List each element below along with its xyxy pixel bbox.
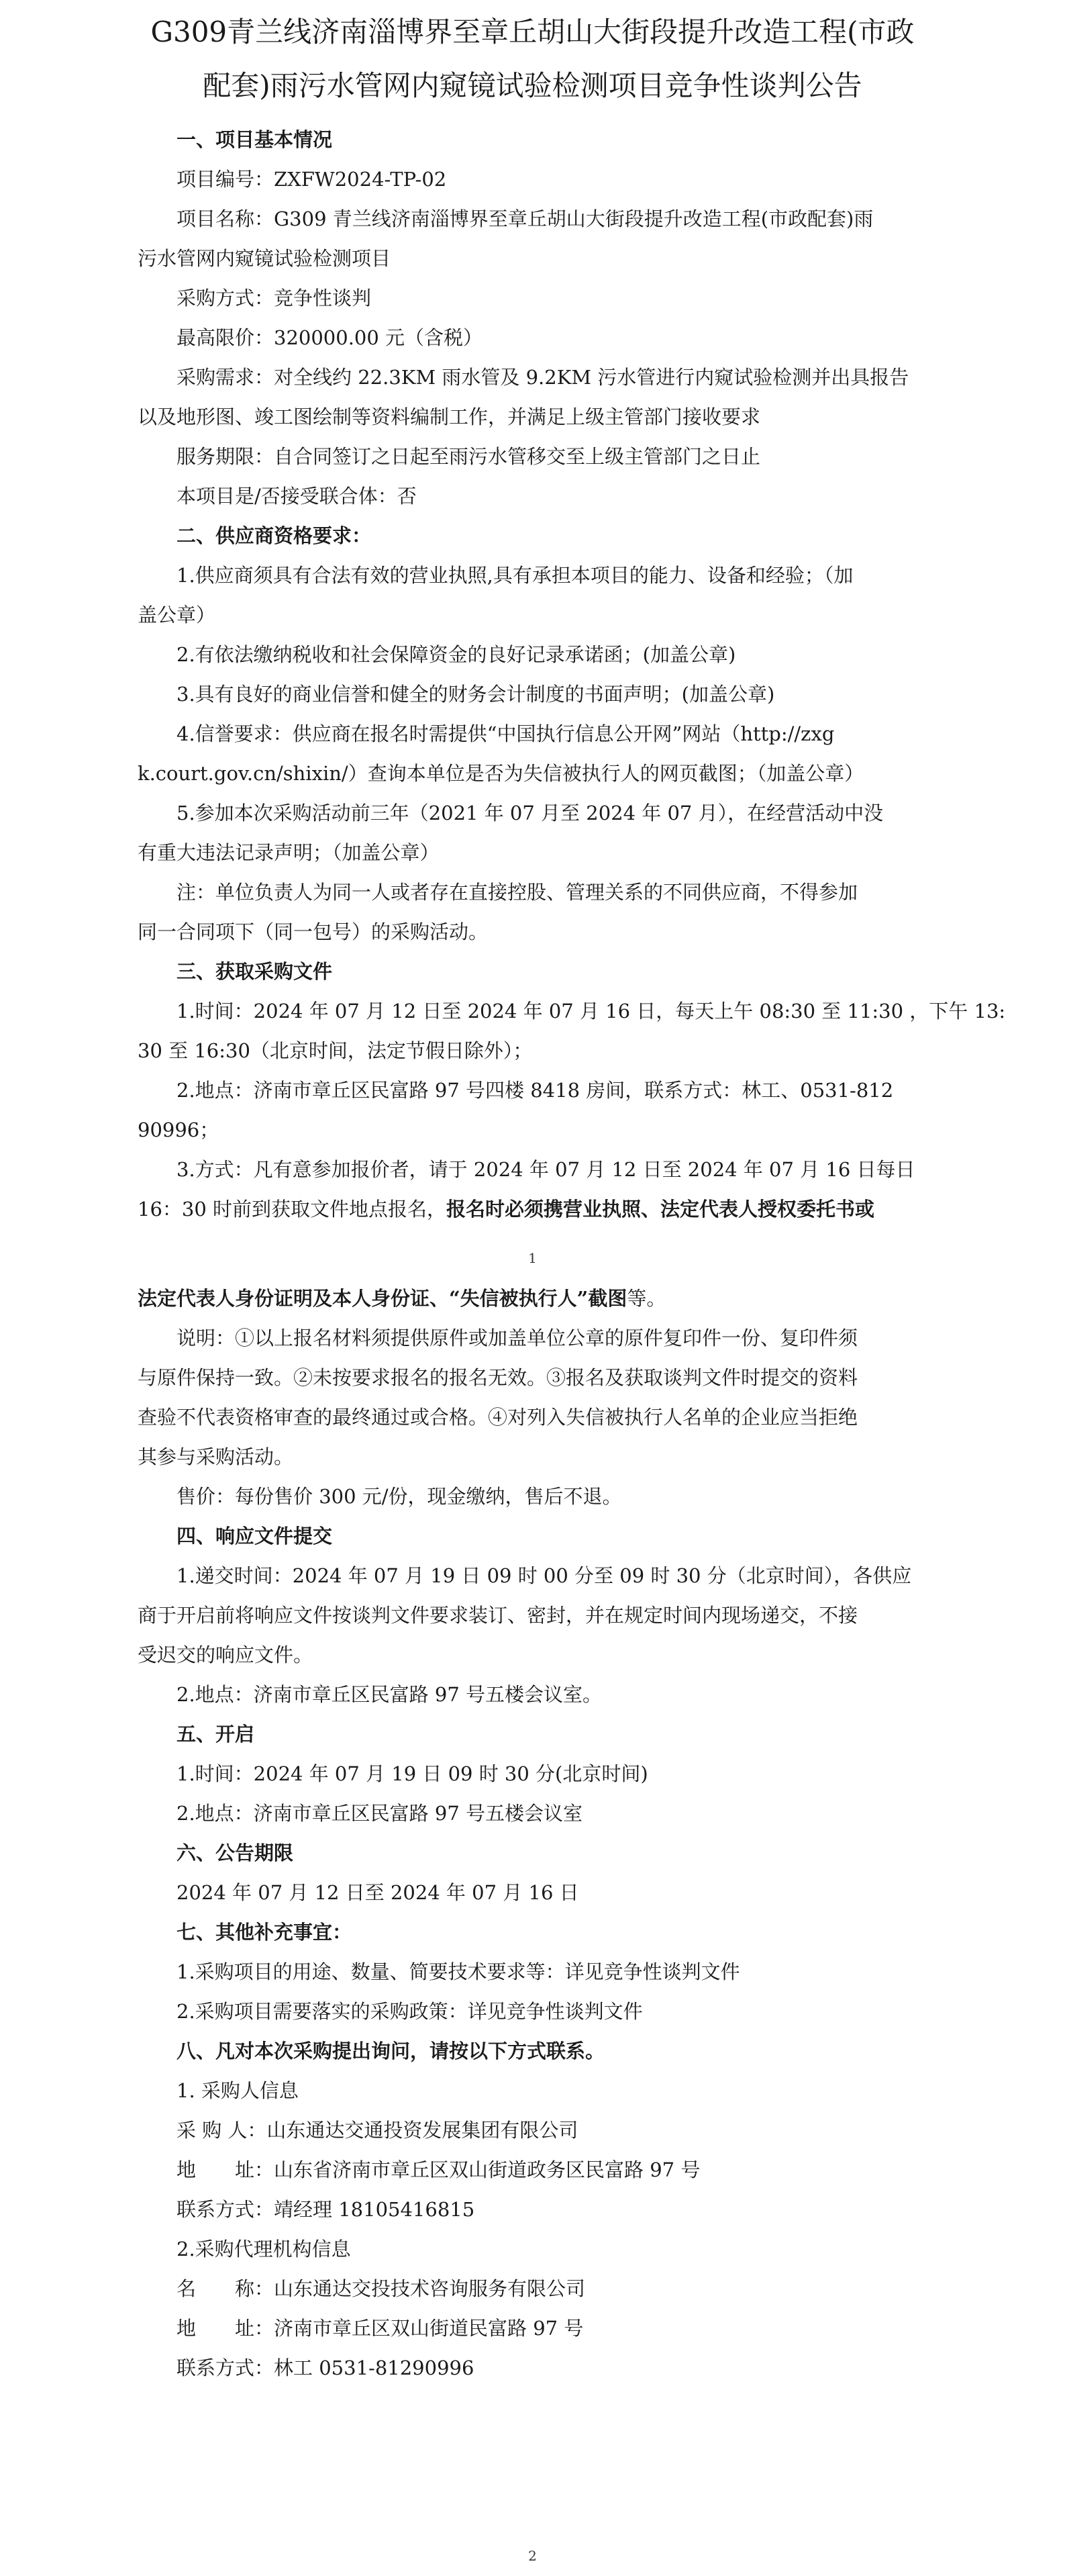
submit-time-line-2: 商于开启前将响应文件按谈判文件要求装订、密封，并在规定时间内现场递交，不接 <box>138 1604 858 1627</box>
explanation-line-3: 查验不代表资格审查的最终通过或合格。④对列入失信被执行人名单的企业应当拒绝 <box>138 1406 858 1429</box>
project-name-line-1: 项目名称：G309 青兰线济南淄博界至章丘胡山大街段提升改造工程(市政配套)雨 <box>176 207 874 230</box>
title-line-1: G309青兰线济南淄博界至章丘胡山大街段提升改造工程(市政 <box>150 15 915 48</box>
requirement-line-1: 采购需求：对全线约 22.3KM 雨水管及 9.2KM 污水管进行内窥试验检测并出具报告 <box>176 366 909 389</box>
qualification-1-line-1: 1.供应商须具有合法有效的营业执照,具有承担本项目的能力、设备和经验；（加 <box>176 564 854 587</box>
project-name-line-2: 污水管网内窥镜试验检测项目 <box>138 247 391 270</box>
procurement-method: 采购方式：竞争性谈判 <box>176 287 372 309</box>
acquire-method-bold-text-2: 法定代表人身份证明及本人身份证、“失信被执行人”截图 <box>138 1287 627 1310</box>
document-title <box>101 5 964 113</box>
requirement-line-2: 以及地形图、竣工图绘制等资料编制工作，并满足上级主管部门接收要求 <box>138 406 761 428</box>
agent-address: 地 址：济南市章丘区双山街道民富路 97 号 <box>176 2317 584 2340</box>
qualification-5-line-2: 有重大违法记录声明；（加盖公章） <box>138 841 440 864</box>
qualification-1-line-2: 盖公章） <box>138 604 216 626</box>
acquire-method-text-2: 等。 <box>627 1287 666 1310</box>
acquire-method-line-1: 3.方式：凡有意参加报价者，请于 2024 年 07 月 12 日至 2024 年 07 月 16 日每日 <box>176 1158 915 1181</box>
qualification-2: 2.有依法缴纳税收和社会保障资金的良好记录承诺函；(加盖公章) <box>176 643 736 666</box>
note-line-1: 注：单位负责人为同一人或者存在直接控股、管理关系的不同供应商，不得参加 <box>176 881 858 904</box>
section-heading-3: 三、获取采购文件 <box>176 960 333 983</box>
qualification-5-line-1: 5.参加本次采购活动前三年（2021 年 07 月至 2024 年 07 月），在经营活动中没 <box>176 802 884 824</box>
note-line-2: 同一合同项下（同一包号）的采购活动。 <box>138 920 489 943</box>
consortium: 本项目是/否接受联合体：否 <box>176 485 417 508</box>
acquire-method-text: 16：30 时前到获取文件地点报名， <box>138 1198 447 1221</box>
agent-info-heading: 2.采购代理机构信息 <box>176 2238 351 2260</box>
title-line-2: 配套)雨污水管网内窥镜试验检测项目竞争性谈判公告 <box>203 69 862 102</box>
buyer-name: 采 购 人：山东通达交通投资发展集团有限公司 <box>176 2119 578 2142</box>
qualification-4-line-1: 4.信誉要求：供应商在报名时需提供“中国执行信息公开网”网站（http://zxg <box>176 722 835 745</box>
opening-time: 1.时间：2024 年 07 月 19 日 09 时 30 分(北京时间) <box>176 1762 648 1785</box>
explanation-line-2: 与原件保持一致。②未按要求报名的报名无效。③报名及获取谈判文件时提交的资料 <box>138 1366 858 1389</box>
project-number: 项目编号：ZXFW2024-TP-02 <box>176 168 447 191</box>
acquire-place-line-1: 2.地点：济南市章丘区民富路 97 号四楼 8418 房间，联系方式：林工、0531-812 <box>176 1079 894 1102</box>
agent-contact: 联系方式：林工 0531-81290996 <box>176 2356 474 2379</box>
acquire-place-line-2: 90996； <box>138 1118 219 1141</box>
section-heading-7: 七、其他补充事宜： <box>176 1921 352 1944</box>
acquire-method-bold-text: 报名时必须携营业执照、法定代表人授权委托书或 <box>446 1198 875 1221</box>
acquire-method-line-3 <box>138 1284 666 1311</box>
section-heading-8: 八、凡对本次采购提出询问，请按以下方式联系。 <box>176 2040 605 2062</box>
max-price: 最高限价：320000.00 元（含税） <box>176 326 483 349</box>
announcement-period: 2024 年 07 月 12 日至 2024 年 07 月 16 日 <box>176 1881 579 1904</box>
section-heading-4: 四、响应文件提交 <box>176 1525 333 1547</box>
buyer-address: 地 址：山东省济南市章丘区双山街道政务区民富路 97 号 <box>176 2158 701 2181</box>
acquire-method-line-2 <box>138 1194 874 1222</box>
page-number-1: 1 <box>528 1250 537 1266</box>
agent-name: 名 称：山东通达交投技术咨询服务有限公司 <box>176 2277 586 2300</box>
submit-place: 2.地点：济南市章丘区民富路 97 号五楼会议室。 <box>176 1683 603 1706</box>
explanation-line-1: 说明：①以上报名材料须提供原件或加盖单位公章的原件复印件一份、复印件须 <box>176 1327 858 1349</box>
supplement-1: 1.采购项目的用途、数量、简要技术要求等：详见竞争性谈判文件 <box>176 1960 740 1983</box>
submit-time-line-1: 1.递交时间：2024 年 07 月 19 日 09 时 00 分至 09 时 30 分（北京时间），各供应 <box>176 1564 912 1587</box>
section-heading-5: 五、开启 <box>176 1723 255 1746</box>
acquire-time-line-1: 1.时间：2024 年 07 月 12 日至 2024 年 07 月 16 日，每天上午 08:30 至 11:30 ，下午 13: <box>176 1000 1006 1022</box>
acquire-time-line-2: 30 至 16:30（北京时间，法定节假日除外）； <box>138 1039 533 1062</box>
page-number-2: 2 <box>528 2548 537 2564</box>
buyer-info-heading: 1. 采购人信息 <box>176 2079 299 2102</box>
submit-time-line-3: 受迟交的响应文件。 <box>138 1643 313 1666</box>
supplement-2: 2.采购项目需要落实的采购政策：详见竞争性谈判文件 <box>176 2000 643 2023</box>
section-heading-1: 一、项目基本情况 <box>176 128 333 151</box>
qualification-3: 3.具有良好的商业信誉和健全的财务会计制度的书面声明；(加盖公章) <box>176 683 775 706</box>
service-period: 服务期限：自合同签订之日起至雨污水管移交至上级主管部门之日止 <box>176 445 761 468</box>
explanation-line-4: 其参与采购活动。 <box>138 1445 294 1468</box>
section-heading-2: 二、供应商资格要求： <box>176 524 372 547</box>
opening-place: 2.地点：济南市章丘区民富路 97 号五楼会议室 <box>176 1802 583 1825</box>
buyer-contact: 联系方式：靖经理 18105416815 <box>176 2198 475 2221</box>
qualification-4-line-2: k.court.gov.cn/shixin/）查询本单位是否为失信被执行人的网页截图；（加盖公章） <box>138 762 864 785</box>
section-heading-6: 六、公告期限 <box>176 1842 294 1864</box>
sale-price: 售价：每份售价 300 元/份，现金缴纳，售后不退。 <box>176 1485 622 1508</box>
